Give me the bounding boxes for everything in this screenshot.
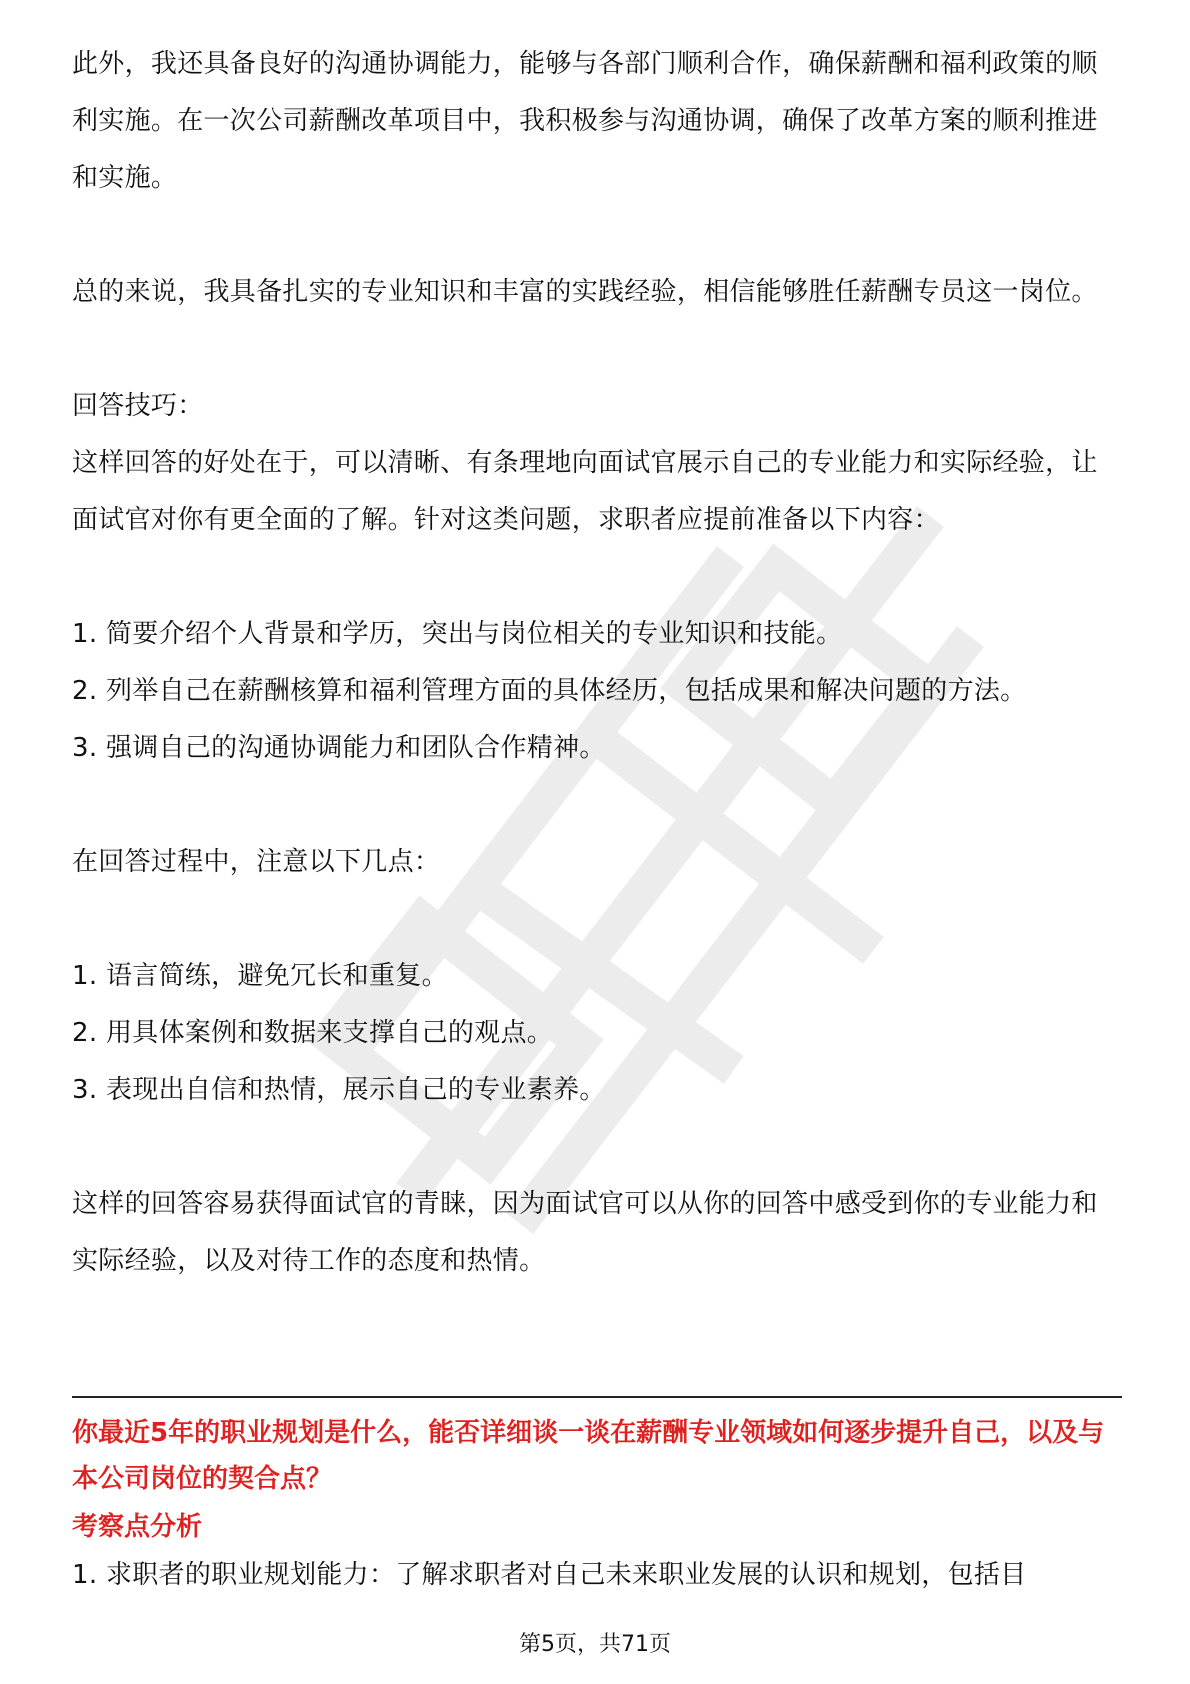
spacer <box>72 891 1122 948</box>
spacer <box>72 321 1122 378</box>
spacer <box>72 549 1122 606</box>
paragraph-summary: 总的来说，我具备扎实的专业知识和丰富的实践经验，相信能够胜任薪酬专员这一岗位。 <box>72 277 1098 307</box>
prepare-list-item: 1. 简要介绍个人背景和学历，突出与岗位相关的专业知识和技能。 <box>72 619 843 649</box>
tips-conclusion: 这样的回答容易获得面试官的青睐，因为面试官可以从你的回答中感受到你的专业能力和实际经验，以及对待工作的态度和热情。 <box>72 1189 1098 1276</box>
attention-heading: 在回答过程中，注意以下几点： <box>72 847 441 877</box>
spacer <box>72 207 1122 264</box>
paragraph-communication: 此外，我还具备良好的沟通协调能力，能够与各部门顺利合作，确保薪酬和福利政策的顺利实施。在一次公司薪酬改革项目中，我积极参与沟通协调，确保了改革方案的顺利推进和实施。 <box>72 49 1098 193</box>
tips-intro: 这样回答的好处在于，可以清晰、有条理地向面试官展示自己的专业能力和实际经验，让面试官对你有更全面的了解。针对这类问题，求职者应提前准备以下内容： <box>72 448 1098 535</box>
attention-list-item: 3. 表现出自信和热情，展示自己的专业素养。 <box>72 1075 606 1105</box>
prepare-list-item: 3. 强调自己的沟通协调能力和团队合作精神。 <box>72 733 606 763</box>
spacer <box>72 777 1122 834</box>
section-divider <box>72 1396 1122 1398</box>
main-content <box>72 36 1122 1290</box>
analysis-list-item: 1. 求职者的职业规划能力：了解求职者对自己未来职业发展的认识和规划，包括目 <box>72 1560 1027 1590</box>
analysis-heading: 考察点分析 <box>72 1512 203 1542</box>
prepare-list-item: 2. 列举自己在薪酬核算和福利管理方面的具体经历，包括成果和解决问题的方法。 <box>72 676 1027 706</box>
attention-list-item: 1. 语言简练，避免冗长和重复。 <box>72 961 448 991</box>
interview-question: 你最近5年的职业规划是什么，能否详细谈一谈在薪酬专业领域如何逐步提升自己，以及与本公司岗位的契合点？ <box>72 1418 1105 1494</box>
page-number: 第5页，共71页 <box>519 1632 671 1657</box>
attention-list-item: 2. 用具体案例和数据来支撑自己的观点。 <box>72 1018 554 1048</box>
tips-heading: 回答技巧： <box>72 391 204 421</box>
spacer <box>72 1119 1122 1176</box>
